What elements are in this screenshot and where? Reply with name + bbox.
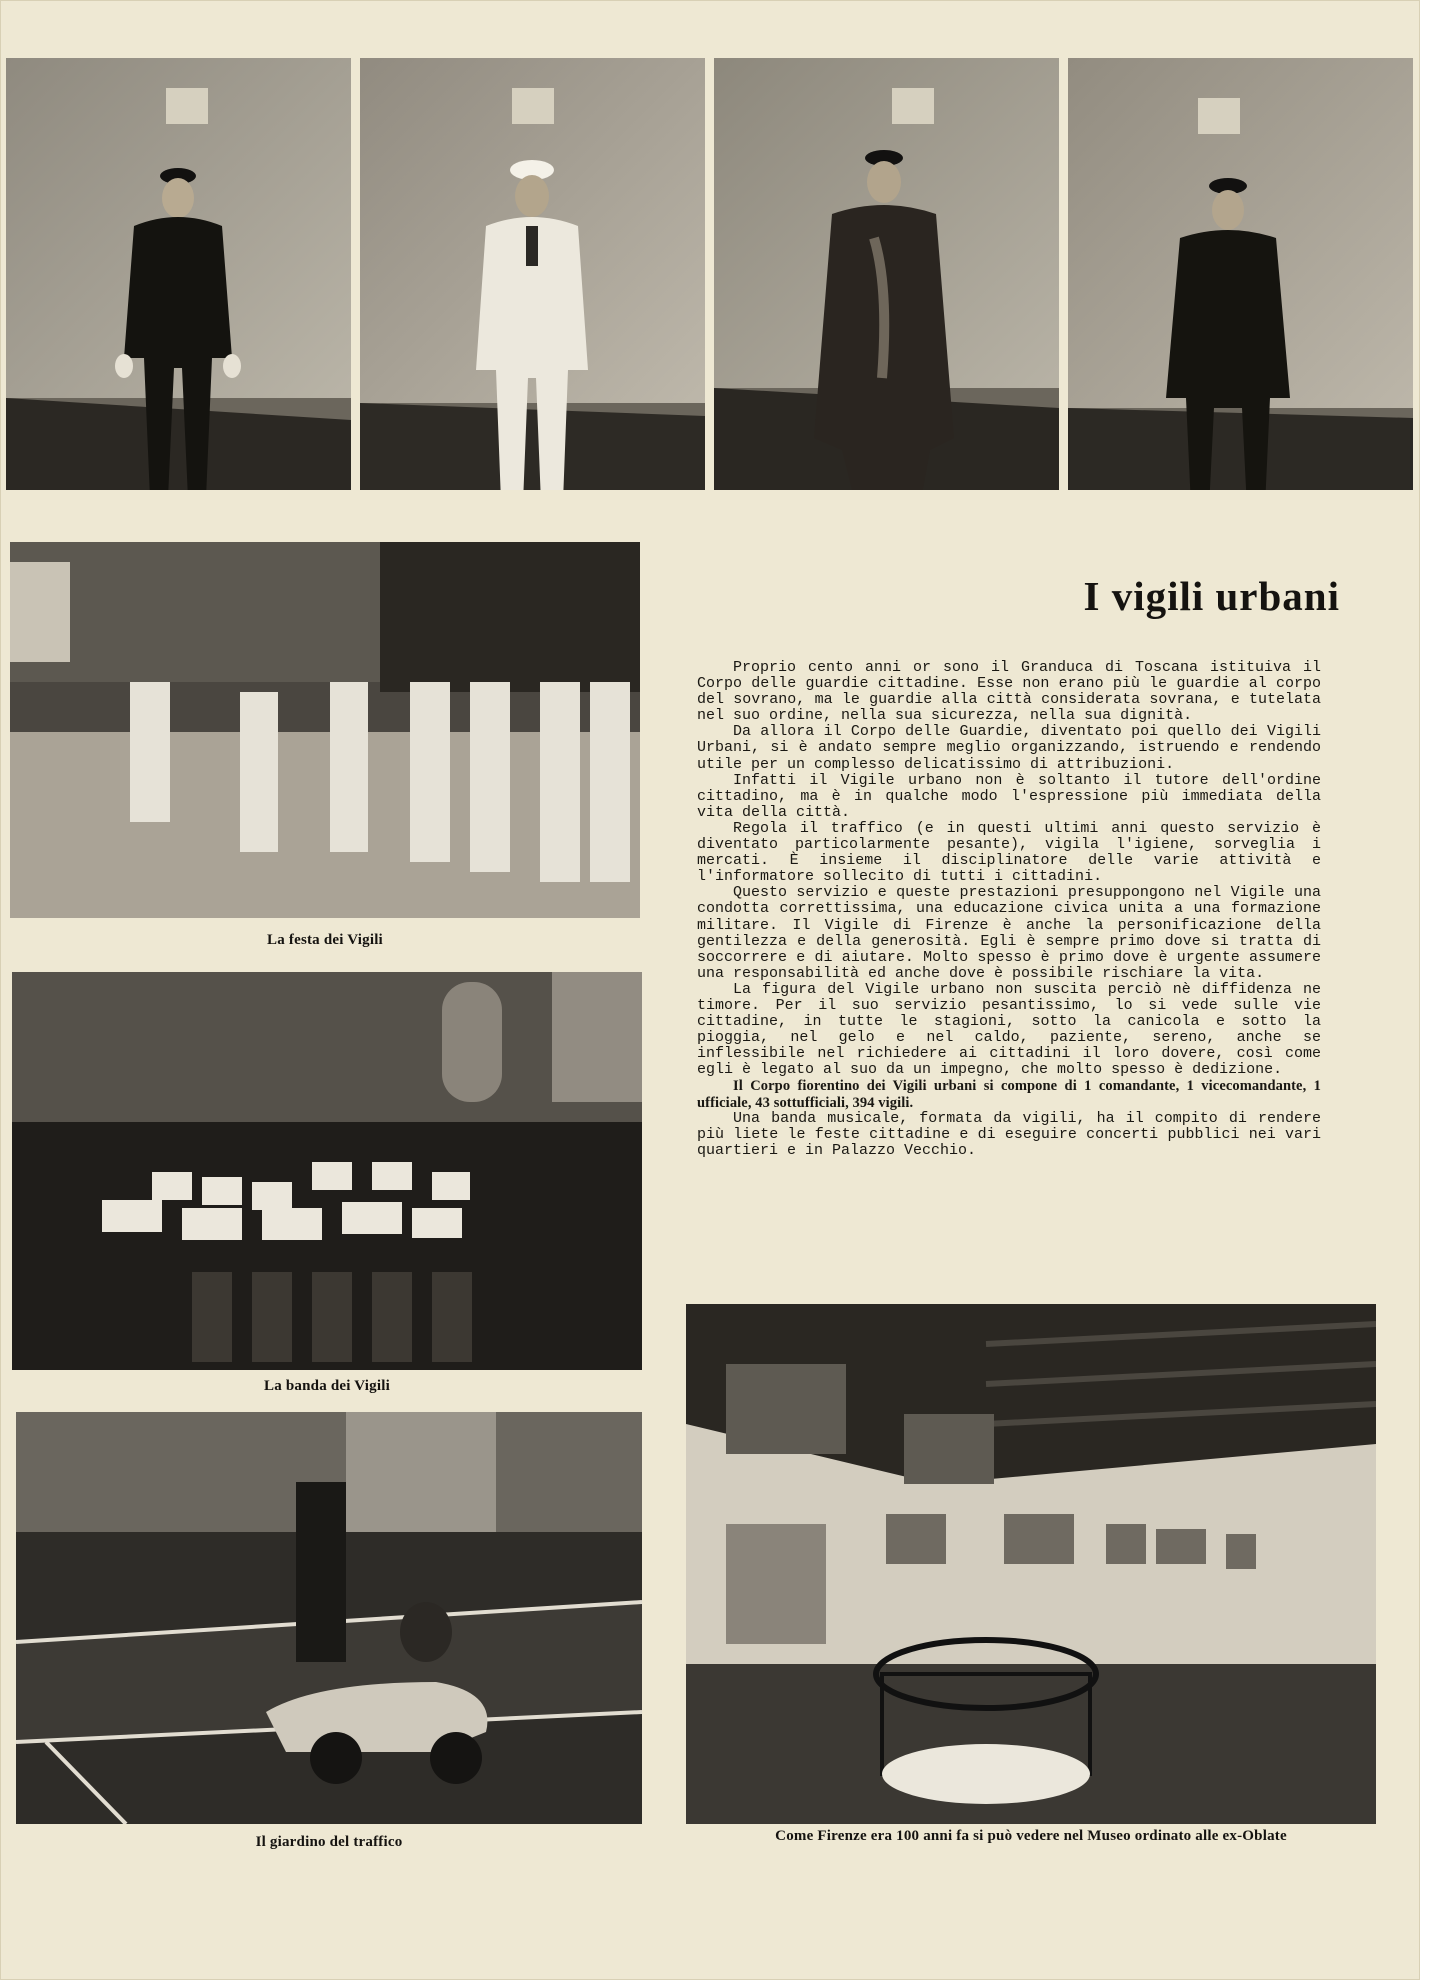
photo-vigile-white-uniform-image (360, 58, 705, 490)
photo-banda-dei-vigili (12, 972, 642, 1370)
article-paragraph: La figura del Vigile urbano non suscita perciò nè diffidenza ne timore. Per il suo servizio pesantissimo, lo si vede sulle vie cittadine, in tutte le stagioni, sotto la canicola e sotto la pioggia, nel gelo e nel caldo, paziente, sereno, anche se inflessibile nel richiedere ai cittadini il loro dovere, così come egli è legato al suo da un impegno, che molto spesso è dedizione. (697, 980, 1321, 1079)
photo-museo-ex-oblate (686, 1304, 1376, 1824)
caption-festa: La festa dei Vigili (267, 932, 383, 948)
photo-vigile-winter-uniform-image (1068, 58, 1413, 490)
photo-banda-dei-vigili-image (12, 972, 642, 1370)
article-paragraph: Questo servizio e queste prestazioni presuppongono nel Vigile una condotta correttissima, una educazione civica unita a una formazione militare. Il Vigile di Firenze è anche la personificazione della gentilezza e della generosità. Egli è sempre primo dove si tratta di soccorrere e di aiutare. Molto spesso è primo dove è urgente assumere una responsabilità ed anche dove è possibile rischiare la vita. (697, 884, 1321, 982)
photo-vigile-white-uniform (360, 58, 705, 490)
article-paragraph: Proprio cento anni or sono il Granduca di Toscana istituiva il Corpo delle guardie cittadine. Esse non erano più le guardie al corpo del sovrano, ma le guardie alla città considerata sovrana, e tutelata nel suo ordine, nella sua sicurezza, nella sua dignità. (697, 659, 1321, 725)
photo-vigile-winter-uniform (1068, 58, 1413, 490)
photo-vigile-raincoat (714, 58, 1059, 490)
photo-giardino-del-traffico (16, 1412, 642, 1824)
article-title: I vigili urbani (1083, 573, 1340, 619)
photo-vigile-dark-uniform-image (6, 58, 351, 490)
article-closing-paragraph: Una banda musicale, formata da vigili, ha il compito di rendere più liete le feste cittadine e di eseguire concerti pubblici nei vari quartieri e in Palazzo Vecchio. (697, 1109, 1321, 1159)
photo-festa-dei-vigili-image (10, 542, 640, 918)
photo-festa-dei-vigili (10, 542, 640, 918)
photo-giardino-del-traffico-image (16, 1412, 642, 1824)
photo-vigile-raincoat-image (714, 58, 1059, 490)
article-paragraph: Infatti il Vigile urbano non è soltanto il tutore dell'ordine cittadino, ma è in qualche modo l'espressione più immediata della vita della città. (697, 771, 1321, 821)
photo-museo-ex-oblate-image (686, 1304, 1376, 1824)
article-paragraph: Da allora il Corpo delle Guardie, diventato poi quello dei Vigili Urbani, si è andato sempre meglio organizzando, istruendo e rendendo utile per un complesso delicatissimo di attribuzioni. (697, 723, 1321, 773)
caption-banda: La banda dei Vigili (264, 1378, 390, 1394)
photo-vigile-dark-uniform (6, 58, 351, 490)
caption-museo: Come Firenze era 100 anni fa si può vedere nel Museo ordinato alle ex-Oblate (775, 1828, 1287, 1844)
article-statistics-paragraph: Il Corpo fiorentino dei Vigili urbani si compone di 1 comandante, 1 vicecomandante, 1 ufficiale, 43 sottufficiali, 394 vigili. (697, 1078, 1321, 1111)
article-body (697, 660, 1321, 1159)
caption-giardino: Il giardino del traffico (255, 1834, 403, 1850)
article-paragraph: Regola il traffico (e in questi ultimi anni questo servizio è diventato particolarmente pesante), vigila l'igiene, sorveglia i mercati. È insieme il disciplinatore delle varie attività e l'informatore sollecito di tutti i cittadini. (697, 819, 1321, 886)
